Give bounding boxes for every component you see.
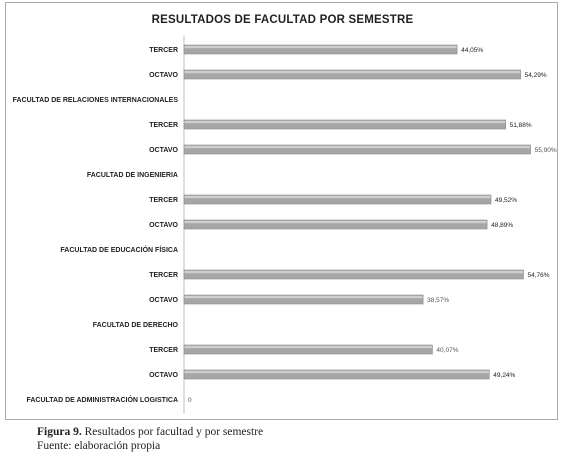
category-label: TERCER (149, 47, 178, 54)
source-line (37, 439, 263, 453)
bar-highlight (185, 46, 457, 48)
category-label: FACULTAD DE INGENIERIA (86, 172, 178, 179)
category-label: OCTAVO (149, 222, 178, 229)
category-label: FACULTAD DE RELACIONES INTERNACIONALES (12, 97, 178, 104)
category-label: FACULTAD DE ADMINISTRACIÓN LOGISTICA (26, 397, 178, 404)
category-label: OCTAVO (149, 297, 178, 304)
category-label: TERCER (149, 197, 178, 204)
bar-highlight (185, 371, 489, 373)
category-label: OCTAVO (149, 72, 178, 79)
figure-text: Resultados por facultad y por semestre (81, 426, 264, 438)
bar-highlight (185, 221, 487, 223)
data-label: 51,88% (509, 122, 532, 129)
category-label: TERCER (149, 122, 178, 129)
category-label: OCTAVO (149, 372, 178, 379)
data-label: 49,24% (493, 372, 516, 379)
data-label: 55,90% (534, 147, 557, 154)
data-label: 54,29% (524, 72, 547, 79)
category-label: TERCER (149, 272, 178, 279)
source-label: Fuente: (37, 440, 75, 452)
data-label: 54,76% (527, 272, 550, 279)
data-label: 38,57% (427, 297, 450, 304)
category-label: OCTAVO (149, 147, 178, 154)
figure-label: Figura 9. (37, 426, 82, 438)
bar-highlight (185, 271, 524, 273)
chart-title: RESULTADOS DE FACULTAD POR SEMESTRE (151, 14, 414, 26)
category-label: TERCER (149, 347, 178, 354)
figure-caption (37, 425, 263, 453)
data-label: 44,05% (461, 47, 484, 54)
source-text: elaboración propia (74, 440, 161, 452)
chart-frame (5, 2, 558, 420)
data-label: 48,89% (491, 222, 514, 229)
data-label: 40,07% (436, 347, 459, 354)
data-label: 49,52% (495, 197, 518, 204)
bar-highlight (185, 71, 521, 73)
data-label: 0 (188, 397, 192, 404)
bar-highlight (185, 296, 423, 298)
bar-chart (6, 3, 559, 421)
figure-caption-line (37, 425, 263, 439)
bar-highlight (185, 121, 506, 123)
bar-highlight (185, 196, 491, 198)
bar-highlight (185, 146, 531, 148)
category-label: FACULTAD DE DERECHO (92, 322, 178, 329)
category-label: FACULTAD DE EDUCACIÓN FÍSICA (60, 247, 178, 254)
bar-highlight (185, 346, 432, 348)
